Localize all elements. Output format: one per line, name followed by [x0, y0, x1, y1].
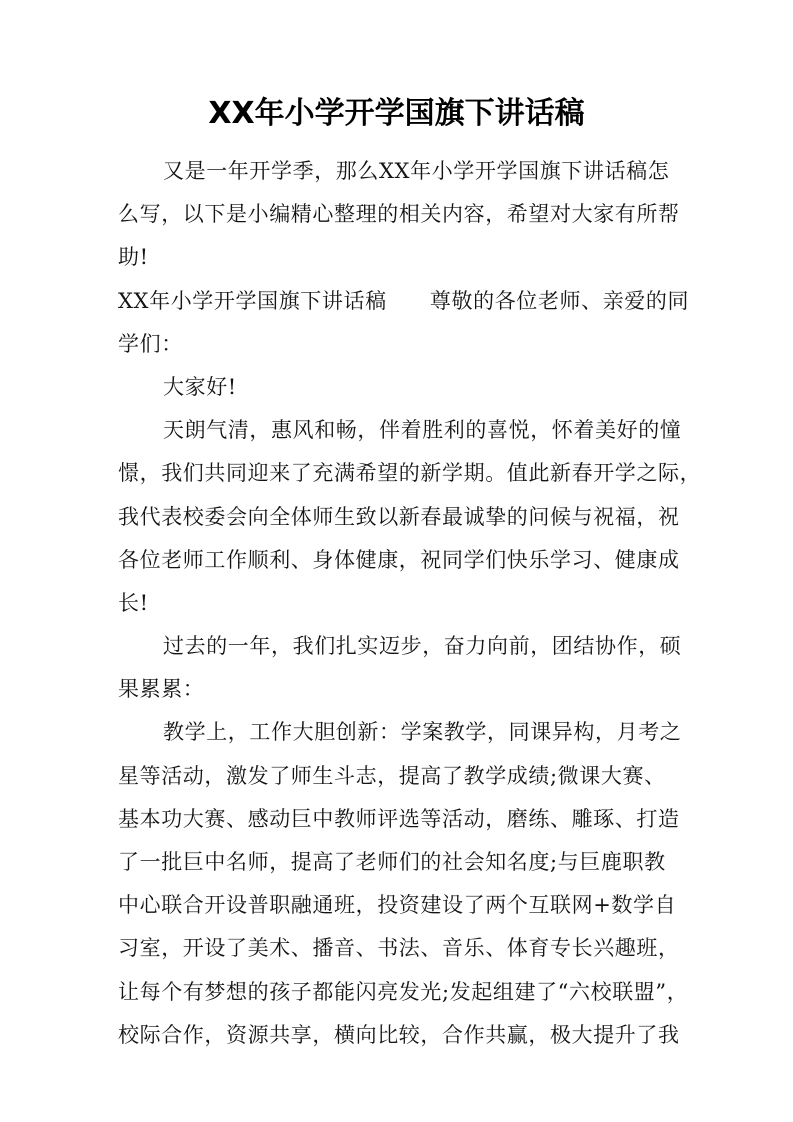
body-line: 助!	[118, 245, 149, 270]
body-line: 习室，开设了美术、播音、书法、音乐、体育专长兴趣班，	[118, 936, 680, 961]
body-line: 中心联合开设普职融通班，投资建设了两个互联网+数学自	[118, 893, 677, 918]
body-line: 星等活动，激发了师生斗志，提高了教学成绩;微课大赛、	[118, 763, 666, 788]
body-line: XX年小学开学国旗下讲话稿 尊敬的各位老师、亲爱的同	[118, 288, 690, 313]
body-line: 大家好!	[163, 374, 237, 399]
body-line: 么写，以下是小编精心整理的相关内容，希望对大家有所帮	[118, 202, 680, 227]
body-line: 各位老师工作顺利、身体健康，祝同学们快乐学习、健康成	[118, 547, 680, 572]
body-line: 学们：	[118, 331, 183, 356]
body-line: 过去的一年，我们扎实迈步，奋力向前，团结协作，硕	[163, 634, 682, 659]
body-line: 让每个有梦想的孩子都能闪亮发光;发起组建了“六校联盟”，	[118, 979, 689, 1004]
body-line: 又是一年开学季，那么XX年小学开学国旗下讲话稿怎	[163, 159, 670, 183]
body-line: 校际合作，资源共享，横向比较，合作共赢，极大提升了我	[118, 1022, 680, 1047]
body-line: 果累累：	[118, 677, 205, 702]
body-line: 教学上，工作大胆创新：学案教学，同课异构，月考之	[163, 720, 682, 745]
document-title: XX年小学开学国旗下讲话稿	[208, 96, 585, 131]
document-body	[118, 150, 702, 1057]
body-line: 基本功大赛、感动巨中教师评选等活动，磨练、雕琢、打造	[118, 806, 680, 831]
body-line: 天朗气清，惠风和畅，伴着胜利的喜悦，怀着美好的憧	[163, 418, 682, 443]
body-line: 长!	[118, 590, 149, 615]
body-line: 了一批巨中名师，提高了老师们的社会知名度;与巨鹿职教	[118, 850, 666, 874]
body-line: 我代表校委会向全体师生致以新春最诚挚的问候与祝福，祝	[118, 504, 680, 529]
body-line: 憬，我们共同迎来了充满希望的新学期。值此新春开学之际，	[118, 461, 702, 486]
